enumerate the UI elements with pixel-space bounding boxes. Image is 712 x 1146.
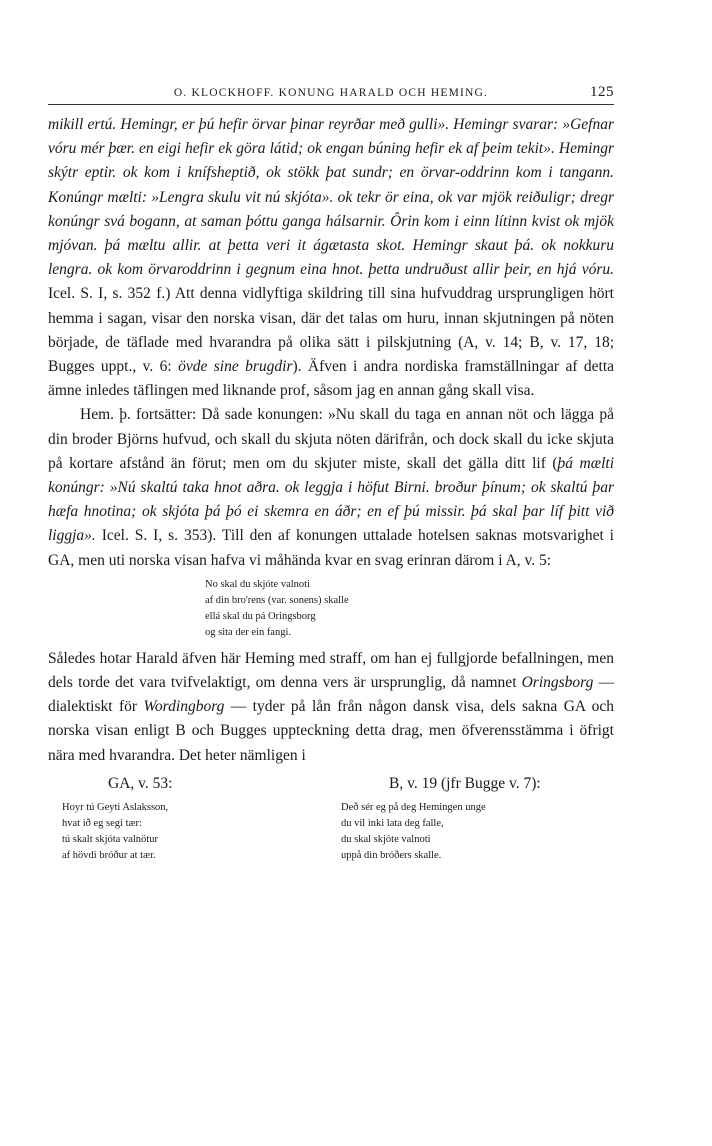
paragraph-text: ). Äfven i andra nordiska framställningar af detta ämne inledes täflingen med liknande prof, såsom jag en annan gång skall visa. <box>48 358 614 400</box>
verse-line: af hövdi bróður at tær. <box>62 849 156 861</box>
verse-line: du skal skjóte valnoti <box>341 833 431 845</box>
column-heading: GA, v. 53: <box>108 774 173 792</box>
paragraph-3 <box>48 647 614 768</box>
column-verse <box>48 800 331 864</box>
verse-line: Hoyr tú Geyti Aslaksson, <box>62 801 169 813</box>
verse-columns <box>48 772 614 864</box>
paragraph-text: Således hotar Harald äfven här Heming med straff, om han ej fullgjorde befallningen, men dels torde det vara tvifvelaktigt, om denna vers är ursprunglig, då namnet <box>48 649 614 692</box>
page <box>48 84 614 864</box>
column-verse <box>331 800 614 864</box>
verse-block <box>48 577 614 641</box>
italic-quote: övde sine brugdir <box>178 358 293 376</box>
old-norse-quote: þá mælti konúngr: »Nú skaltú taka hnot aðra. ok leggja i höfut Birni. broður þínum; ok skaltú þar hæfa hnotina; ok skjóta þá þó ei skemra en áðr; en ef þú missir. þá skal þar líf þitt við liggja». <box>48 454 615 545</box>
place-name: Oringsborg <box>521 674 594 692</box>
paragraph-2 <box>48 403 614 572</box>
verse-line: ellá skal du pá Oringsborg <box>205 610 316 622</box>
verse-line: No skal du skjóte valnoti <box>205 578 310 590</box>
citation: Icel. S. I, s. 352 f.) <box>48 285 175 303</box>
verse-line: af din bro'rens (var. sonens) skalle <box>205 594 349 606</box>
verse-column-left <box>48 772 331 864</box>
verse-line: Deð sér eg på deg Hemingen unge <box>341 801 486 813</box>
paragraph-text: Hem. þ. fortsätter: Då sade konungen: »Nu skall du taga en annan nöt och lägga på din broder Björns hufvud, och skall du skjuta nöten därifrån, och dock skall du icke skjuta på kortare afstånd än förut; men om du skjuter miste, skall det gälla ditt lif ( <box>48 406 614 472</box>
paragraph-text: Icel. S. I, s. 353). Till den af konungen uttalade hotelsen saknas motsvarighet i GA, men uti norska visan hafva vi måhända kvar en svag erinran därom i A, v. 5: <box>48 527 614 569</box>
verse-line: tú skalt skjóta valnötur <box>62 833 158 845</box>
verse-column-right <box>331 772 614 864</box>
place-name: Wordingborg <box>143 698 225 716</box>
paragraph-text: Att denna vidlyftiga skildring till sina hufvuddrag ursprungligen hört hemma i sagan, visar den norska visan, där det talas om huru, innan skjutningen på nöten började, de täflade med hvarandra på olika sätt i pilskjutning (A, v. 14; B, v. 17, 18; Bugges uppt., v. 6: <box>48 285 614 376</box>
old-norse-quote: mikill ertú. Hemingr, er þú hefir örvar þinar reyrðar með gulli». Hemingr svarar: »Gefnar vóru mér þær. en eigi hefir ek göra látid; ok engan búning hefir ek af þeim tekit». Hemingr skýtr eptir. ok kom i knífsheptið, ok stökk þat sundr; en örvar-oddrinn kom i tangann. Konúngr mælti: »Lengra skulu vit nú skjóta». ok tekr ör eina, ok var mjök reiðuligr; dregr konúngr svá bogann, at saman þóttu ganga hálsarnir. Ôrin kom i einn lítinn kvist ok mjök mjóvan. þá mæltu allir. at þetta veri it ágætasta skot. Hemingr skaut þá. ok nokkuru lengra. ok kom örvaroddrinn i gegnum eina hnot. þetta undruðust allir þeir, en hjá vóru. <box>48 116 614 279</box>
verse-line: og sita der ein fangi. <box>205 626 292 638</box>
verse-line: du vil inki lata deg falle, <box>341 817 444 829</box>
running-head: O. KLOCKHOFF. KONUNG HARALD OCH HEMING. <box>173 87 489 99</box>
paragraph-text: — dialektiskt för <box>48 674 614 716</box>
paragraph-text: — tyder på lån från någon dansk visa, dels sakna GA och norska visan enligt B och Bugges uppteckning detta drag, men öfverensstämma i öfrigt nära med hvarandra. Det heter nämligen i <box>48 698 615 764</box>
page-header <box>48 84 614 105</box>
verse-line: uppå din bróðers skalle. <box>341 849 442 861</box>
page-number: 125 <box>590 84 614 100</box>
verse-line: hvat ið eg segi tær: <box>62 817 142 829</box>
column-heading: B, v. 19 (jfr Bugge v. 7): <box>389 774 541 792</box>
paragraph-1 <box>48 113 614 403</box>
